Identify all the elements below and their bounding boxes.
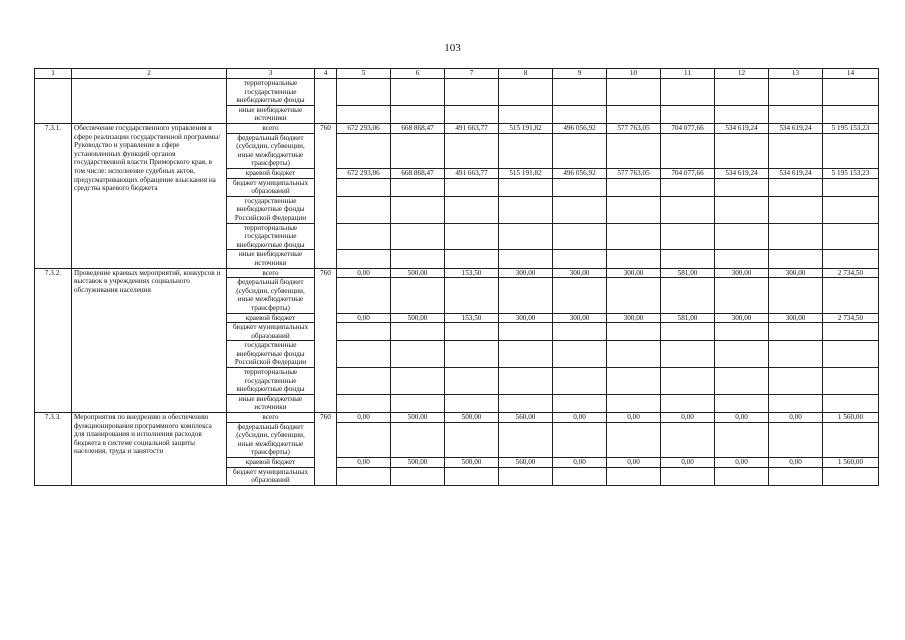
value-cell: 500,00 [445, 413, 499, 423]
value-cell [553, 79, 607, 106]
value-cell: 300,00 [715, 268, 769, 278]
value-cell [337, 278, 391, 313]
value-cell [391, 341, 445, 368]
value-cell: 300,00 [499, 268, 553, 278]
funding-source-cell: федеральный бюджет (субсидии, субвенции, иные межбюджетные трансферты) [227, 422, 315, 457]
table-row [35, 268, 879, 278]
value-cell [823, 196, 879, 223]
value-cell [445, 394, 499, 412]
funding-source-cell: бюджет муниципальных образований [227, 467, 315, 485]
value-cell [607, 368, 661, 395]
section-name-cell [72, 79, 227, 124]
value-cell [553, 278, 607, 313]
value-cell: 704 077,66 [661, 168, 715, 178]
value-cell [553, 250, 607, 268]
value-cell [715, 223, 769, 250]
value-cell [715, 323, 769, 341]
value-cell [553, 178, 607, 196]
value-cell: 0,00 [337, 313, 391, 323]
value-cell: 0,00 [337, 268, 391, 278]
value-cell [499, 394, 553, 412]
header-cell: 12 [715, 69, 769, 79]
value-cell [607, 467, 661, 485]
value-cell [607, 323, 661, 341]
value-cell [715, 79, 769, 106]
value-cell [823, 223, 879, 250]
value-cell [661, 133, 715, 168]
value-cell [553, 133, 607, 168]
funding-source-cell: территориальные государственные внебюджетные фонды [227, 368, 315, 395]
value-cell [445, 79, 499, 106]
budget-table-body [35, 69, 879, 486]
value-cell [391, 223, 445, 250]
value-cell: 1 560,00 [823, 413, 879, 423]
value-cell [661, 422, 715, 457]
value-cell [337, 394, 391, 412]
value-cell: 560,00 [499, 413, 553, 423]
value-cell: 5 195 153,23 [823, 168, 879, 178]
funding-source-cell: федеральный бюджет (субсидии, субвенции, иные межбюджетные трансферты) [227, 278, 315, 313]
value-cell [499, 341, 553, 368]
table-row [35, 123, 879, 133]
value-cell [391, 250, 445, 268]
value-cell [769, 223, 823, 250]
value-cell [445, 341, 499, 368]
value-cell: 0,00 [607, 413, 661, 423]
value-cell [445, 196, 499, 223]
value-cell: 500,00 [445, 458, 499, 468]
header-cell: 3 [227, 69, 315, 79]
col4-cell: 760 [315, 413, 337, 486]
value-cell: 668 868,47 [391, 123, 445, 133]
value-cell [445, 178, 499, 196]
value-cell [715, 368, 769, 395]
value-cell [337, 422, 391, 457]
value-cell [553, 422, 607, 457]
value-cell [823, 105, 879, 123]
value-cell [499, 178, 553, 196]
value-cell: 534 619,24 [769, 123, 823, 133]
section-code-cell: 7.3.1. [35, 123, 72, 268]
funding-source-cell: всего [227, 123, 315, 133]
value-cell [445, 105, 499, 123]
value-cell [823, 278, 879, 313]
value-cell [607, 79, 661, 106]
value-cell [769, 341, 823, 368]
value-cell [823, 467, 879, 485]
value-cell [661, 323, 715, 341]
value-cell: 300,00 [607, 268, 661, 278]
value-cell [823, 79, 879, 106]
table-row [35, 79, 879, 106]
value-cell [823, 133, 879, 168]
value-cell [391, 422, 445, 457]
value-cell: 491 663,77 [445, 123, 499, 133]
value-cell: 0,00 [607, 458, 661, 468]
funding-source-cell: бюджет муниципальных образований [227, 178, 315, 196]
value-cell [499, 467, 553, 485]
value-cell [391, 368, 445, 395]
header-cell: 7 [445, 69, 499, 79]
value-cell [553, 105, 607, 123]
value-cell [337, 178, 391, 196]
value-cell [661, 467, 715, 485]
funding-source-cell: краевой бюджет [227, 168, 315, 178]
header-cell: 1 [35, 69, 72, 79]
value-cell [553, 467, 607, 485]
value-cell [553, 341, 607, 368]
header-cell: 4 [315, 69, 337, 79]
header-cell: 11 [661, 69, 715, 79]
value-cell: 534 619,24 [715, 168, 769, 178]
value-cell [391, 133, 445, 168]
value-cell [769, 105, 823, 123]
value-cell [715, 467, 769, 485]
value-cell: 500,00 [391, 413, 445, 423]
value-cell: 0,00 [661, 413, 715, 423]
value-cell: 534 619,24 [769, 168, 823, 178]
value-cell [445, 368, 499, 395]
value-cell [445, 223, 499, 250]
value-cell [661, 368, 715, 395]
value-cell: 300,00 [769, 268, 823, 278]
value-cell [391, 79, 445, 106]
header-cell: 13 [769, 69, 823, 79]
value-cell: 2 734,50 [823, 268, 879, 278]
value-cell [607, 196, 661, 223]
value-cell [823, 368, 879, 395]
header-cell: 10 [607, 69, 661, 79]
value-cell: 300,00 [769, 313, 823, 323]
value-cell: 500,00 [391, 458, 445, 468]
value-cell [823, 394, 879, 412]
funding-source-cell: иные внебюджетные источники [227, 250, 315, 268]
value-cell [661, 394, 715, 412]
value-cell [661, 250, 715, 268]
value-cell [661, 178, 715, 196]
section-name-cell: Проведение краевых мероприятий, конкурсов и выставок в учреждениях социального обслуживания населения [72, 268, 227, 413]
value-cell [769, 133, 823, 168]
value-cell [391, 105, 445, 123]
value-cell: 0,00 [553, 458, 607, 468]
value-cell: 560,00 [499, 458, 553, 468]
value-cell [661, 196, 715, 223]
value-cell: 0,00 [553, 413, 607, 423]
value-cell: 581,00 [661, 313, 715, 323]
value-cell [499, 196, 553, 223]
value-cell: 300,00 [607, 313, 661, 323]
value-cell [607, 250, 661, 268]
value-cell [823, 341, 879, 368]
value-cell: 153,50 [445, 313, 499, 323]
value-cell [715, 422, 769, 457]
value-cell [553, 394, 607, 412]
section-code-cell: 7.3.3. [35, 413, 72, 486]
value-cell: 5 195 153,23 [823, 123, 879, 133]
value-cell [769, 79, 823, 106]
value-cell [337, 368, 391, 395]
value-cell [823, 250, 879, 268]
value-cell [607, 105, 661, 123]
value-cell: 0,00 [337, 458, 391, 468]
funding-source-cell: всего [227, 268, 315, 278]
value-cell [391, 196, 445, 223]
funding-source-cell: иные внебюджетные источники [227, 394, 315, 412]
value-cell: 300,00 [499, 313, 553, 323]
section-name-cell: Обеспечение государственного управления в сфере реализации государственной программы/ Руководство и управление в сфере установленных функций органов государственной власти Приморского края, в том числе: исполнение судебных актов, предусматривающих обращение взыскания на средства краевого бюджета [72, 123, 227, 268]
col4-cell: 760 [315, 268, 337, 413]
section-code-cell [35, 79, 72, 124]
value-cell [553, 223, 607, 250]
value-cell: 672 293,06 [337, 168, 391, 178]
value-cell [337, 323, 391, 341]
value-cell: 153,50 [445, 268, 499, 278]
value-cell [661, 278, 715, 313]
value-cell [607, 422, 661, 457]
header-cell: 8 [499, 69, 553, 79]
value-cell [499, 368, 553, 395]
header-cell: 6 [391, 69, 445, 79]
value-cell: 1 560,00 [823, 458, 879, 468]
value-cell: 577 763,05 [607, 123, 661, 133]
header-cell: 2 [72, 69, 227, 79]
value-cell [553, 196, 607, 223]
col4-cell [315, 79, 337, 124]
value-cell [823, 323, 879, 341]
section-code-cell: 7.3.2. [35, 268, 72, 413]
value-cell [607, 133, 661, 168]
value-cell [499, 223, 553, 250]
value-cell: 515 191,82 [499, 123, 553, 133]
value-cell [715, 105, 769, 123]
funding-source-cell: иные внебюджетные источники [227, 105, 315, 123]
value-cell [499, 133, 553, 168]
value-cell [769, 323, 823, 341]
table-row [35, 413, 879, 423]
value-cell [337, 196, 391, 223]
value-cell [715, 133, 769, 168]
value-cell [769, 196, 823, 223]
value-cell: 500,00 [391, 268, 445, 278]
value-cell [499, 105, 553, 123]
value-cell: 0,00 [715, 413, 769, 423]
value-cell: 300,00 [553, 268, 607, 278]
value-cell [607, 278, 661, 313]
value-cell: 672 293,06 [337, 123, 391, 133]
value-cell: 668 868,47 [391, 168, 445, 178]
value-cell: 500,00 [391, 313, 445, 323]
value-cell [391, 178, 445, 196]
value-cell: 534 619,24 [715, 123, 769, 133]
value-cell [661, 105, 715, 123]
value-cell [661, 341, 715, 368]
value-cell [661, 79, 715, 106]
header-cell: 14 [823, 69, 879, 79]
value-cell [391, 394, 445, 412]
value-cell [823, 422, 879, 457]
funding-source-cell: федеральный бюджет (субсидии, субвенции, иные межбюджетные трансферты) [227, 133, 315, 168]
value-cell [337, 467, 391, 485]
value-cell [499, 422, 553, 457]
value-cell: 0,00 [715, 458, 769, 468]
value-cell [715, 278, 769, 313]
col4-cell: 760 [315, 123, 337, 268]
value-cell: 300,00 [715, 313, 769, 323]
value-cell [661, 223, 715, 250]
value-cell [769, 394, 823, 412]
budget-table [34, 68, 879, 486]
value-cell [499, 323, 553, 341]
value-cell: 704 077,66 [661, 123, 715, 133]
value-cell [445, 133, 499, 168]
value-cell: 515 191,82 [499, 168, 553, 178]
value-cell [607, 394, 661, 412]
value-cell [715, 196, 769, 223]
value-cell [337, 341, 391, 368]
value-cell: 577 763,05 [607, 168, 661, 178]
value-cell [445, 250, 499, 268]
funding-source-cell: государственные внебюджетные фонды Российской Федерации [227, 196, 315, 223]
value-cell: 581,00 [661, 268, 715, 278]
value-cell [337, 223, 391, 250]
value-cell: 491 663,77 [445, 168, 499, 178]
value-cell: 0,00 [337, 413, 391, 423]
funding-source-cell: всего [227, 413, 315, 423]
page-number: 103 [444, 42, 461, 54]
value-cell: 0,00 [769, 458, 823, 468]
value-cell: 0,00 [769, 413, 823, 423]
value-cell [769, 368, 823, 395]
value-cell [391, 278, 445, 313]
value-cell [715, 250, 769, 268]
value-cell [607, 178, 661, 196]
funding-source-cell: краевой бюджет [227, 313, 315, 323]
funding-source-cell: краевой бюджет [227, 458, 315, 468]
value-cell [391, 467, 445, 485]
value-cell [769, 250, 823, 268]
value-cell [607, 223, 661, 250]
value-cell [553, 323, 607, 341]
value-cell [337, 105, 391, 123]
value-cell [445, 467, 499, 485]
value-cell [769, 278, 823, 313]
funding-source-cell: территориальные государственные внебюджетные фонды [227, 223, 315, 250]
value-cell [445, 278, 499, 313]
value-cell [499, 79, 553, 106]
value-cell [391, 323, 445, 341]
value-cell [553, 368, 607, 395]
value-cell [607, 341, 661, 368]
funding-source-cell: бюджет муниципальных образований [227, 323, 315, 341]
value-cell [769, 467, 823, 485]
header-cell: 9 [553, 69, 607, 79]
value-cell: 300,00 [553, 313, 607, 323]
value-cell [445, 323, 499, 341]
value-cell [445, 422, 499, 457]
value-cell [337, 133, 391, 168]
value-cell [337, 79, 391, 106]
header-cell: 5 [337, 69, 391, 79]
value-cell [715, 341, 769, 368]
value-cell [715, 178, 769, 196]
value-cell: 496 056,92 [553, 168, 607, 178]
value-cell: 496 056,92 [553, 123, 607, 133]
funding-source-cell: территориальные государственные внебюджетные фонды [227, 79, 315, 106]
header-row [35, 69, 879, 79]
value-cell: 0,00 [661, 458, 715, 468]
value-cell: 2 734,50 [823, 313, 879, 323]
value-cell [499, 278, 553, 313]
value-cell [769, 178, 823, 196]
value-cell [715, 394, 769, 412]
value-cell [499, 250, 553, 268]
funding-source-cell: государственные внебюджетные фонды Российской Федерации [227, 341, 315, 368]
value-cell [337, 250, 391, 268]
section-name-cell: Мероприятия по внедрению и обеспечению функционирования программного комплекса для планирования и исполнения расходов бюджета в системе социальной защиты населения, труда и занятости [72, 413, 227, 486]
value-cell [769, 422, 823, 457]
value-cell [823, 178, 879, 196]
